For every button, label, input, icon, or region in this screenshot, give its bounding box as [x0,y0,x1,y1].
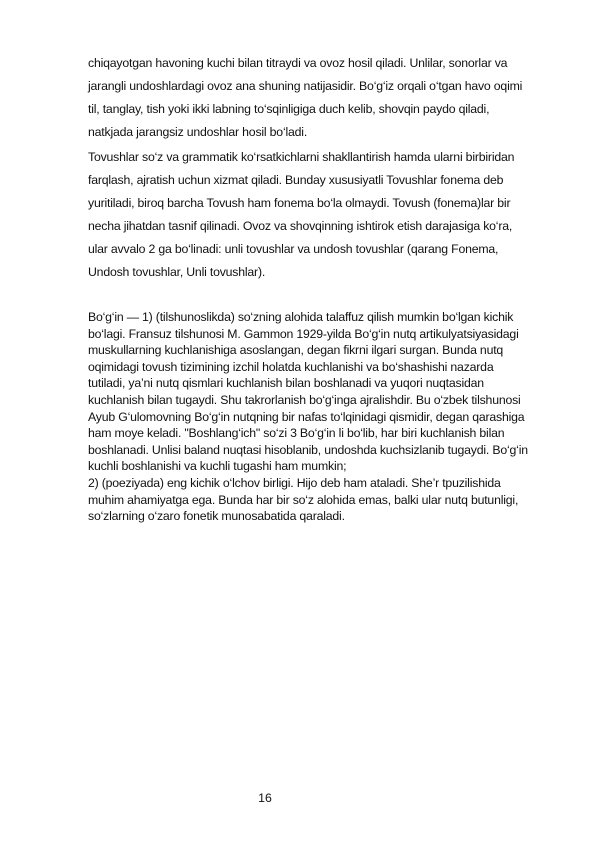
text-line: muskullarning kuchlanishiga asoslangan, degan fikrni ilgari surgan. Bunda nutq [88,343,504,358]
text-line: natkjada jarangsiz undoshlar hosil bo‘ladi. [88,125,308,139]
text-line: boshlanadi. Unlisi baland nuqtasi hisoblanib, undoshda kuchsizlanib tugaydi. Bo‘g‘in [88,442,528,457]
paragraph-bogin [88,309,568,525]
text-line: 2) (poeziyada) eng kichik o‘lchov birligi. Hijo deb ham ataladi. She’r tpuzilishida [88,475,501,490]
paragraph-phonation [88,52,568,144]
text-line: oqimidagi tovush tizimining izchil holatda kuchlanishi va bo‘shashishi nazarda [88,359,494,374]
text-line: Ayub G‘ulomovning Bo‘g‘in nutqning bir nafas to‘lqinidagi qismidir, degan qarashiga [88,409,525,424]
text-line: yuritiladi, biroq barcha Tovush ham fonema bo‘la olmaydi. Tovush (fonema)lar bir [88,196,511,210]
text-line: farqlash, ajratish uchun xizmat qiladi. Bunday xususiyatli Tovushlar fonema deb [88,173,504,187]
text-line: ham moye keladi. "Boshlang‘ich" so‘zi 3 Bo‘g‘in li bo‘lib, har biri kuchlanish bilan [88,426,505,441]
text-line: ular avvalo 2 ga bo‘linadi: unli tovushlar va undosh tovushlar (qarang Fonema, [88,242,499,256]
text-line: chiqayotgan havoning kuchi bilan titraydi va ovoz hosil qiladi. Unlilar, sonorlar va [88,56,508,70]
text-line: Tovushlar so‘z va grammatik ko‘rsatkichlarni shakllantirish hamda ularni birbiridan [88,150,515,164]
text-line: Undosh tovushlar, Unli tovushlar). [88,265,266,279]
text-line: Bo‘g‘in — 1) (tilshunoslikda) so‘zning alohida talaffuz qilish mumkin bo‘lgan kichik [88,310,514,324]
text-line: tutiladi, ya’ni nutq qismlari kuchlanish bilan boshlanadi va yuqori nuqtasidan [88,376,484,391]
text-line: kuchli boshlanishi va kuchli tugashi ham mumkin; [88,459,347,474]
text-line: muhim ahamiyatga ega. Bunda har bir so‘z alohida emas, balki ular nutq butunligi, [88,492,519,507]
text-line: kuchlanish bilan tugaydi. Shu takrorlanish bo‘g‘inga ajralishdir. Bu o‘zbek tilshunosi [88,392,521,407]
text-line: so‘zlarning o‘zaro fonetik munosabatida qaraladi. [88,509,345,524]
paragraph-tovushlar [88,146,568,284]
text-line: til, tanglay, tish yoki ikki labning to‘sqinligiga duch kelib, shovqin paydo qiladi, [88,102,490,116]
text-line: jarangli undoshlardagi ovoz ana shuning natijasidir. Bo‘g‘iz orqali o‘tgan havo oqimi [88,79,523,93]
text-line: necha jihatdan tasnif qilinadi. Ovoz va shovqinning ishtirok etish darajasiga ko‘ra, [88,219,513,233]
text-line: bo‘lagi. Fransuz tilshunosi M. Gammon 1929-yilda Bo‘g‘in nutq artikulyatsiyasidagi [88,326,519,341]
page-number: 16 [258,791,272,805]
